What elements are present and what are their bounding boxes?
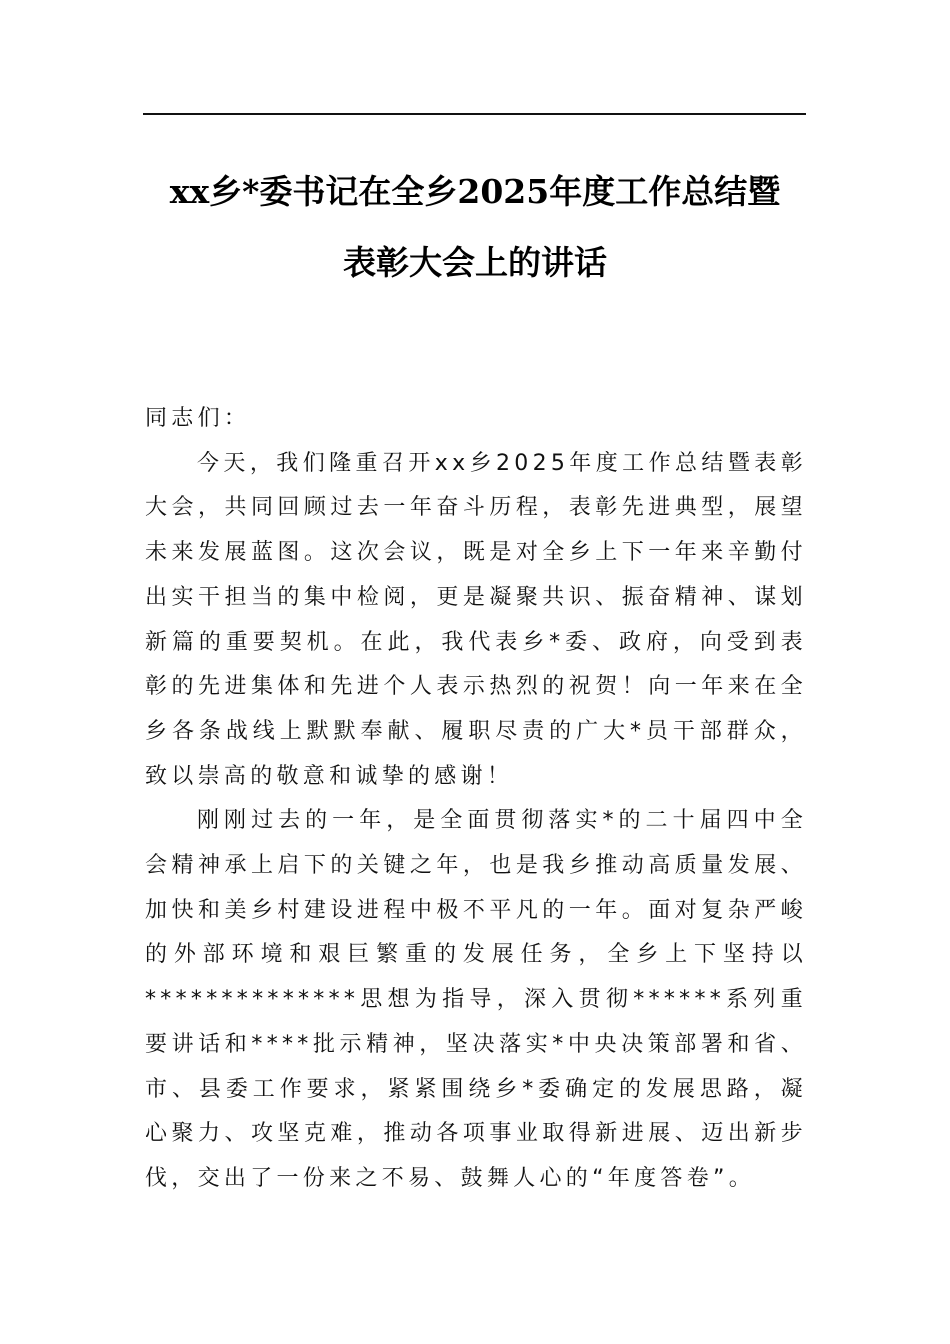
header-rule	[143, 113, 806, 115]
document-body	[145, 397, 807, 1202]
document-title-line-1: xx乡*委书记在全乡2025年度工作总结暨	[169, 172, 781, 211]
paragraph-1: 今天，我们隆重召开xx乡2025年度工作总结暨表彰大会，共同回顾过去一年奋斗历程，表彰先进典型，展望未来发展蓝图。这次会议，既是对全乡上下一年来辛勤付出实干担当的集中检阅，更是凝聚共识、振奋精神、谋划新篇的重要契机。在此，我代表乡*委、政府，向受到表彰的先进集体和先进个人表示热烈的祝贺！向一年来在全乡各条战线上默默奉献、履职尽责的广大*员干部群众，致以崇高的敬意和诚挚的感谢！	[145, 450, 807, 789]
paragraph-2: 刚刚过去的一年，是全面贯彻落实*的二十届四中全会精神承上启下的关键之年，也是我乡推动高质量发展、加快和美乡村建设进程中极不平凡的一年。面对复杂严峻的外部环境和艰巨繁重的发展任务，全乡上下坚持以**************思想为指导，深入贯彻******系列重要讲话和****批示精神，坚决落实*中央决策部署和省、市、县委工作要求，紧紧围绕乡*委确定的发展思路，凝心聚力、攻坚克难，推动各项事业取得新进展、迈出新步伐，交出了一份来之不易、鼓舞人心的“年度答卷”。	[145, 808, 807, 1191]
document-title-line-2: 表彰大会上的讲话	[343, 243, 607, 282]
salutation: 同志们：	[145, 406, 251, 431]
